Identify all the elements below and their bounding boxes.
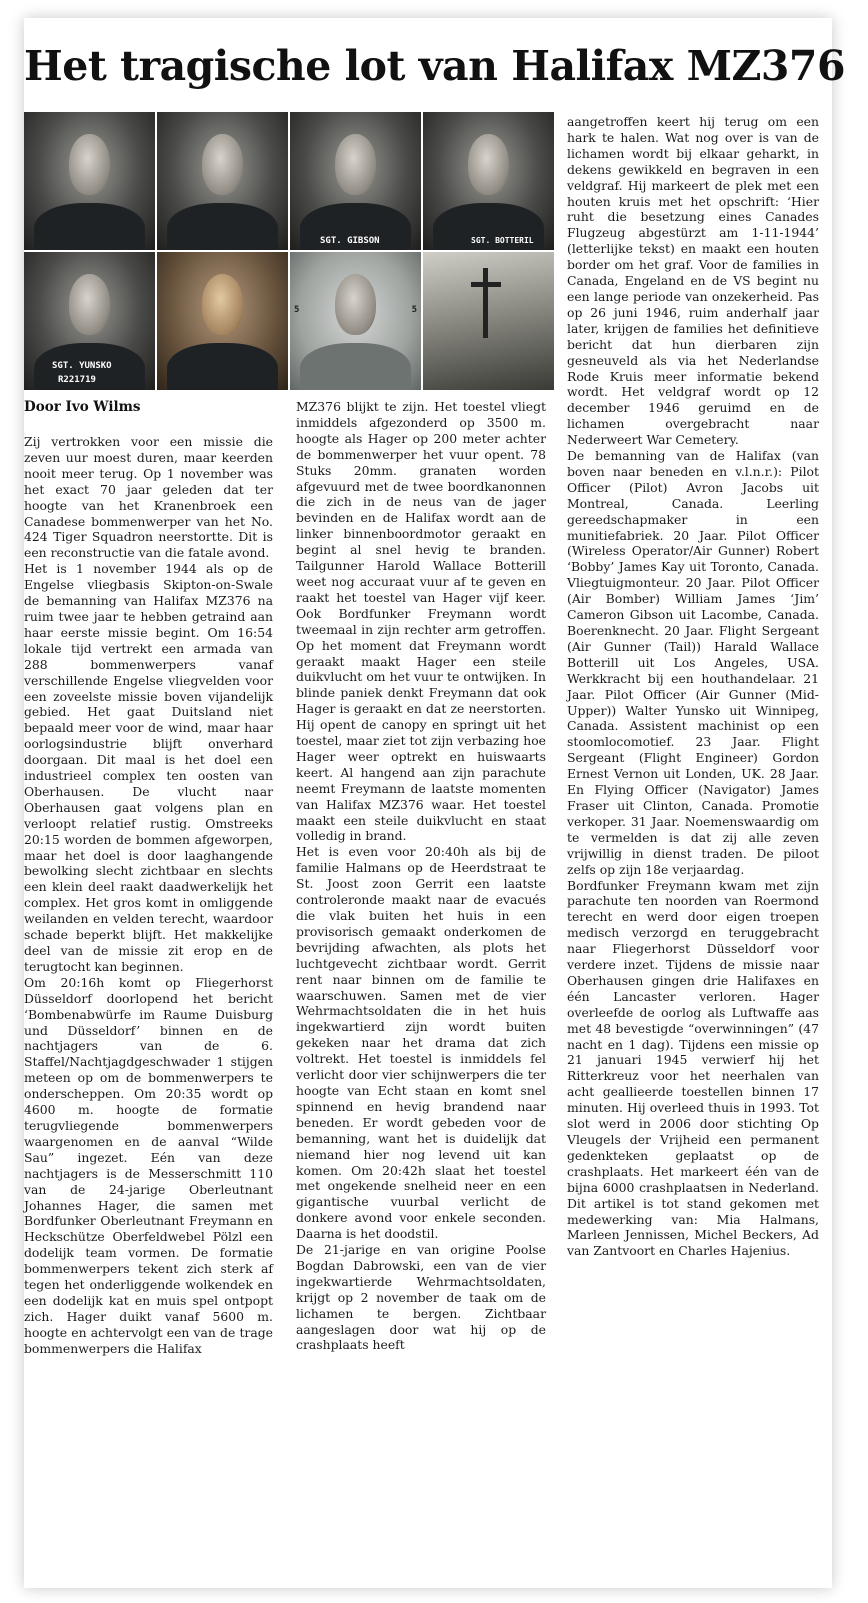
paragraph: De 21-jarige en van origine Poolse Bogdan Dabrowski, een van de vier ingekwartierde Wehrmachtsoldaten, krijgt op 2 november de taak om de lichamen te bergen. Zichtbaar aangeslagen door wat hij op de crashplaats heeft: [296, 1242, 546, 1353]
face-shape: [202, 134, 244, 195]
wooden-cross-icon: [483, 268, 488, 338]
face-shape: [335, 134, 377, 195]
crew-photo-yunsko: [24, 252, 155, 390]
face-shape: [69, 274, 111, 335]
face-shape: [69, 134, 111, 195]
paragraph: MZ376 blijkt te zijn. Het toestel vliegt inmiddels afgezonderd op 3500 m. hoogte als Hager op 200 meter achter de bommenwerper het vuur opent. 78 Stuks 20mm. granaten worden afgevuurd met de twee boordkanonnen die zich in de neus van de jager bevinden en de Halifax wordt aan de linker binnenboordmotor geraakt en begint al snel hevig te branden. Tailgunner Harold Wallace Botterill weet nog accuraat vuur af te geven en raakt het toestel van Hager vijf keer. Ook Bordfunker Freymann wordt tweemaal in zijn rechter arm getroffen. Op het moment dat Freymann wordt geraakt maakt Hager een steile duikvlucht om het vuur te ontwijken. In blinde paniek denkt Freymann dat ook Hager is geraakt en dat ze neerstorten. Hij opent de canopy en springt uit het toestel, maar ziet tot zijn verbazing hoe Hager weer optrekt en huiswaarts keert. Al hangend aan zijn parachute neemt Freymann de laatste momenten van Halifax MZ376 waar. Het toestel maakt een steile duikvlucht en staat volledig in brand.: [296, 399, 546, 844]
uniform-shape: [34, 203, 144, 250]
crew-photo-mugshot: [290, 252, 421, 390]
crew-photo-gibson: [290, 112, 421, 250]
photo-caption-serial: R221719: [58, 375, 96, 385]
paragraph: Het is even voor 20:40h als bij de familie Halmans op de Heerdstraat te St. Joost zoon Gerrit een laatste controleronde maakt naar de evacués die vlak buiten het huis in een provisorisch gemaakt onderkomen de bevrijding afwachten, als plots het luchtgevecht zichtbaar wordt. Gerrit rent naar binnen om de familie te waarschuwen. Samen met de vier Wehrmachtsoldaten die in het huis ingekwartierd zijn wordt buiten gekeken naar het drama dat zich voltrekt. Het toestel is inmiddels fel verlicht door vier schijnwerpers die ter hoogte van Echt staan en komt snel spinnend en hevig brandend naar beneden. Er wordt gebeden voor de bemanning, want het is duidelijk dat niemand hier nog levend uit kan komen. Om 20:42h slaat het toestel met ongekende snelheid neer en een gigantische vuurbal verlicht de donkere avond voor enkele seconden. Daarna is het doodstil.: [296, 844, 546, 1242]
article-column-1: [24, 434, 273, 1357]
photo-caption-gibson: SGT. GIBSON: [320, 236, 380, 246]
paragraph: Zij vertrokken voor een missie die zeven uur moest duren, maar keerden nooit meer terug. Op 1 november was het exact 70 jaar geleden dat ter hoogte van het Kranenbroek een Canadese bommenwerper van het No. 424 Tiger Squadron neerstortte. Dit is een reconstructie van die fatale avond.: [24, 434, 273, 561]
mugshot-number-right: 5: [411, 305, 417, 315]
crew-photo-grid: [24, 112, 548, 390]
face-shape: [335, 274, 377, 335]
crew-photo-botterill: [423, 112, 554, 250]
face-shape: [468, 134, 510, 195]
uniform-shape: [167, 203, 277, 250]
paragraph: Het is 1 november 1944 als op de Engelse vliegbasis Skipton-on-Swale de bemanning van Halifax MZ376 na ruim twee jaar te hebben getraind aan haar eerste missie begint. Om 16:54 lokale tijd vertrekt een armada van 288 bommenwerpers vanaf verschillende Engelse vliegvelden voor een zoveelste missie boven vijandelijk gebied. Het gaat Duitsland niet bepaald meer voor de wind, maar haar oorlogsindustrie blijft onverhard doorgaan. Dit maal is het doel een industrieel complex ten oosten van Oberhausen. De vlucht naar Oberhausen gaat volgens plan en verloopt relatief rustig. Omstreeks 20:15 worden de bommen afgeworpen, maar het doel is door laaghangende bewolking slecht zichtbaar en slechts een klein deel raakt daadwerkelijk het complex. Het gros komt in omliggende weilanden en velden terecht, waardoor schade beperkt blijft. Het makkelijke deel van de missie zit erop en de terugtocht kan beginnen.: [24, 561, 273, 974]
paragraph: De bemanning van de Halifax (van boven naar beneden en v.l.n.r.): Pilot Officer (Pilot) Avron Jacobs uit Montreal, Canada. Leerling gereedschapmaker in een munitiefabriek. 20 Jaar. Pilot Officer (Wireless Operator/Air Gunner) Robert ‘Bobby’ James Kay uit Toronto, Canada. Vliegtuigmonteur. 20 Jaar. Pilot Officer (Air Bomber) William James ‘Jim’ Cameron Gibson uit Lacombe, Canada. Boerenknecht. 20 Jaar. Flight Sergeant (Air Gunner (Tail)) Harald Wallace Botterill uit Los Angeles, USA. Werkkracht bij een houthandelaar. 21 Jaar. Pilot Officer (Air Gunner (Mid-Upper)) Walter Yunsko uit Winnipeg, Canada. Assistent machinist op een stoomlocomotief. 23 Jaar. Flight Sergeant (Flight Engineer) Gordon Ernest Vernon uit Londen, UK. 28 Jaar. En Flying Officer (Navigator) James Fraser uit Clinton, Canada. Promotie verkoper. 31 Jaar. Noemenswaardig om te vermelden is dat zij alle zeven vrijwillig in dienst traden. De piloot zelfs op zijn 18e verjaardag.: [567, 448, 819, 877]
article-column-3: [567, 114, 819, 1259]
photo-caption-botterill: SGT. BOTTERIL: [471, 236, 534, 245]
wooden-cross-beam: [471, 282, 501, 287]
paragraph: Bordfunker Freymann kwam met zijn parachute ten noorden van Roermond terecht en werd door eigen troepen medisch verzorgd en teruggebracht naar Fliegerhorst Düsseldorf voor verdere inzet. Tijdens de missie naar Oberhausen gingen drie Halifaxes en één Lancaster verloren. Hager overleefde de oorlog als Luftwaffe aas met 48 bevestigde “overwinningen” (47 nacht en 1 dag). Tijdens een missie op 21 januari 1945 verwierf hij het Ritterkreuz voor het neerhalen van acht geallieerde toestellen binnen 17 minuten. Hij overleed thuis in 1993. Tot slot werd in 2006 door stichting Op Vleugels der Vrijheid een permanent gedenkteken geplaatst op de crashplaats. Het markeert één van de bijna 6000 crashplaatsen in Nederland. Dit artikel is tot stand gekomen met medewerking van: Mia Halmans, Marleen Jennissen, Michel Beckers, Ad van Zantvoort en Charles Hajenius.: [567, 877, 819, 1259]
mugshot-number-left: 5: [294, 305, 300, 315]
uniform-shape: [300, 343, 410, 390]
paragraph: Om 20:16h komt op Fliegerhorst Düsseldorf doorlopend het bericht ‘Bombenabwürfe im Raume Duisburg und Düsseldorf’ binnen en de nachtjagers van de 6. Staffel/Nachtjagdgeschwader 1 stijgen meteen op om de bommenwerpers te onderscheppen. Om 20:35 wordt op 4600 m. hoogte de formatie terugvliegende bommenwerpers waargenomen en de aanval “Wilde Sau” ingezet. Eén van deze nachtjagers is de Messerschmitt 110 van de 24-jarige Oberleutnant Johannes Hager, die samen met Bordfunker Oberleutnant Freymann en Heckschütze Oberfeldwebel Pölzl een dodelijk team vormen. De formatie bommenwerpers tekent zich sterk af tegen het onderliggende wolkendek en een dodelijk kat en muis spel ontpopt zich. Hager duikt vanaf 5600 m. hoogte en achtervolgt een van de trage bommenwerpers die Halifax: [24, 974, 273, 1356]
photo-caption-yunsko: SGT. YUNSKO: [52, 361, 112, 371]
field-grave-photo: [423, 252, 554, 390]
uniform-shape: [167, 343, 277, 390]
face-shape: [202, 274, 244, 335]
crew-photo-portrait-2: [157, 112, 288, 250]
article-column-2: [296, 399, 546, 1353]
byline: Door Ivo Wilms: [24, 399, 141, 415]
crew-photo-portrait-1: [24, 112, 155, 250]
paragraph: aangetroffen keert hij terug om een hark te halen. Wat nog over is van de lichamen wordt bij elkaar geharkt, in dekens gewikkeld en begraven in een veldgraf. Hij markeert de plek met een houten kruis met het opschrift: ‘Hier ruht die besetzung eines Canades Flugzeug abgestürzt am 1-11-1944’ (letterlijke tekst) en maakt een houten border om het graf. Voor de families in Canada, Engeland en de VS begint nu een lange periode van onzekerheid. Pas op 26 juni 1946, ruim anderhalf jaar later, krijgen de families het definitieve bericht dat hun dierbaren zijn gesneuveld als via het Nederlandse Rode Kruis meer informatie bekend wordt. Het veldgraf wordt op 12 december 1946 geruimd en de lichamen overgebracht naar Nederweert War Cemetery.: [567, 114, 819, 448]
article-headline: Het tragische lot van Halifax MZ376: [24, 42, 845, 90]
crew-photo-portrait-sepia: [157, 252, 288, 390]
